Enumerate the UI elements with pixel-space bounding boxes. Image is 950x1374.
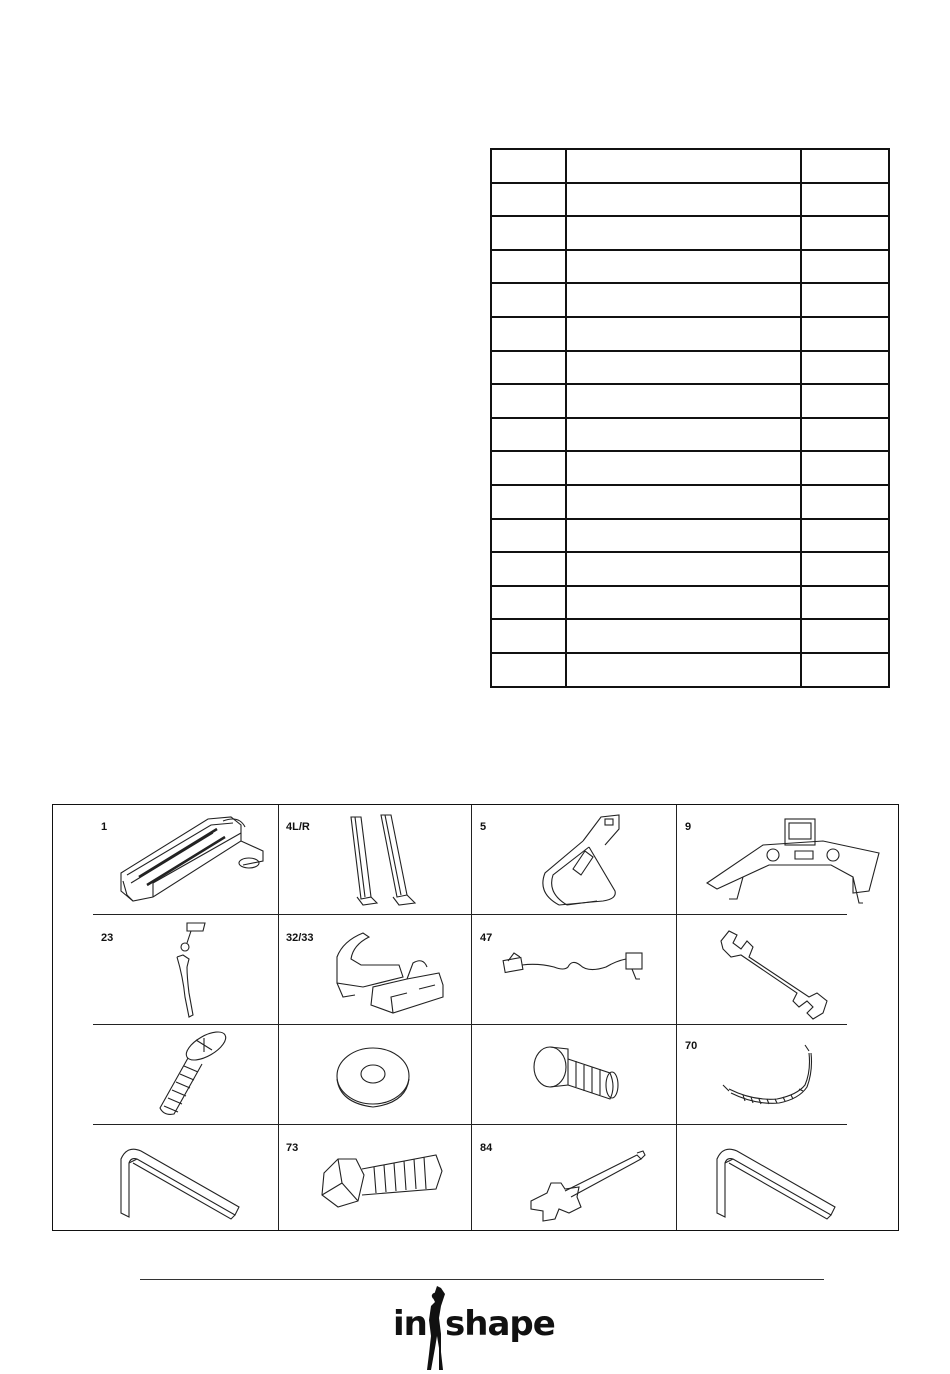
part-label: 5 [480, 821, 487, 833]
part-label: 70 [685, 1040, 698, 1052]
part-label: 32/33 [286, 932, 314, 944]
coiled-cable-icon [713, 1041, 833, 1111]
table-cell [491, 519, 566, 553]
table-row [491, 586, 889, 620]
treadmill-base-icon [113, 811, 273, 911]
hex-bolt-icon [318, 1145, 448, 1221]
table-row [491, 149, 889, 183]
table-cell [491, 552, 566, 586]
table-cell [491, 149, 566, 183]
part-label: 73 [286, 1142, 299, 1154]
upright-posts-icon [343, 811, 443, 911]
inshape-figure-icon [423, 1284, 447, 1372]
table-cell [801, 216, 889, 250]
parts-illustration-grid [52, 804, 899, 1231]
part-label: 84 [480, 1142, 493, 1154]
table-row [491, 653, 889, 687]
footer-divider [140, 1279, 824, 1280]
table-cell [801, 183, 889, 217]
handrail-icon [523, 813, 653, 913]
grid-divider [676, 805, 677, 1230]
table-cell [491, 250, 566, 284]
table-cell [801, 149, 889, 183]
table-cell [801, 384, 889, 418]
table-row [491, 552, 889, 586]
table-row [491, 485, 889, 519]
table-cell [566, 586, 801, 620]
table-cell [801, 552, 889, 586]
table-cell [801, 586, 889, 620]
table-cell [801, 619, 889, 653]
table-row [491, 317, 889, 351]
table-cell [566, 519, 801, 553]
table-row [491, 283, 889, 317]
table-cell [801, 351, 889, 385]
base-covers-icon [323, 917, 463, 1021]
grid-divider [93, 1124, 847, 1125]
table-cell [566, 149, 801, 183]
logo-text-left: in [393, 1304, 427, 1344]
table-cell [491, 653, 566, 687]
table-cell [566, 183, 801, 217]
table-cell [491, 216, 566, 250]
table-row [491, 351, 889, 385]
allen-key-icon [115, 1139, 245, 1225]
table-cell [566, 653, 801, 687]
table-cell [491, 451, 566, 485]
table-cell [801, 653, 889, 687]
table-cell [491, 418, 566, 452]
table-row [491, 183, 889, 217]
short-bolt-icon [528, 1037, 628, 1117]
table-cell [801, 519, 889, 553]
part-label: 1 [101, 821, 108, 833]
table-cell [566, 451, 801, 485]
table-row [491, 216, 889, 250]
table-cell [566, 216, 801, 250]
part-label: 23 [101, 932, 114, 944]
table-cell [491, 317, 566, 351]
table-cell [491, 283, 566, 317]
power-cord-icon [498, 945, 658, 1005]
grid-divider [278, 805, 279, 1230]
parts-list-table [490, 148, 890, 688]
pan-head-screw-icon [148, 1030, 238, 1122]
table-cell [566, 418, 801, 452]
table-row [491, 418, 889, 452]
logo-text-right: shape [445, 1304, 555, 1344]
table-cell [566, 351, 801, 385]
part-label: 9 [685, 821, 692, 833]
wrench-icon [713, 923, 843, 1023]
table-row [491, 250, 889, 284]
table-row [491, 619, 889, 653]
table-row [491, 451, 889, 485]
console-icon [703, 811, 883, 911]
table-cell [566, 619, 801, 653]
safety-key-icon [143, 917, 223, 1021]
table-cell [491, 351, 566, 385]
table-cell [801, 283, 889, 317]
table-cell [566, 485, 801, 519]
part-label: 47 [480, 932, 493, 944]
grid-divider [93, 914, 847, 915]
table-cell [801, 317, 889, 351]
table-cell [491, 586, 566, 620]
table-row [491, 384, 889, 418]
table-cell [801, 418, 889, 452]
multi-tool-icon [521, 1147, 651, 1227]
table-cell [491, 619, 566, 653]
table-cell [801, 250, 889, 284]
table-cell [491, 485, 566, 519]
table-cell [566, 552, 801, 586]
grid-divider [93, 1024, 847, 1025]
brand-logo [393, 1284, 563, 1374]
table-row [491, 519, 889, 553]
table-cell [801, 485, 889, 519]
grid-divider [471, 805, 472, 1230]
table-cell [491, 384, 566, 418]
table-cell [566, 317, 801, 351]
part-label: 4L/R [286, 821, 310, 833]
table-cell [491, 183, 566, 217]
table-cell [566, 283, 801, 317]
table-cell [566, 250, 801, 284]
washer-icon [328, 1043, 418, 1113]
table-cell [801, 451, 889, 485]
table-cell [566, 384, 801, 418]
allen-key-icon [711, 1139, 841, 1225]
